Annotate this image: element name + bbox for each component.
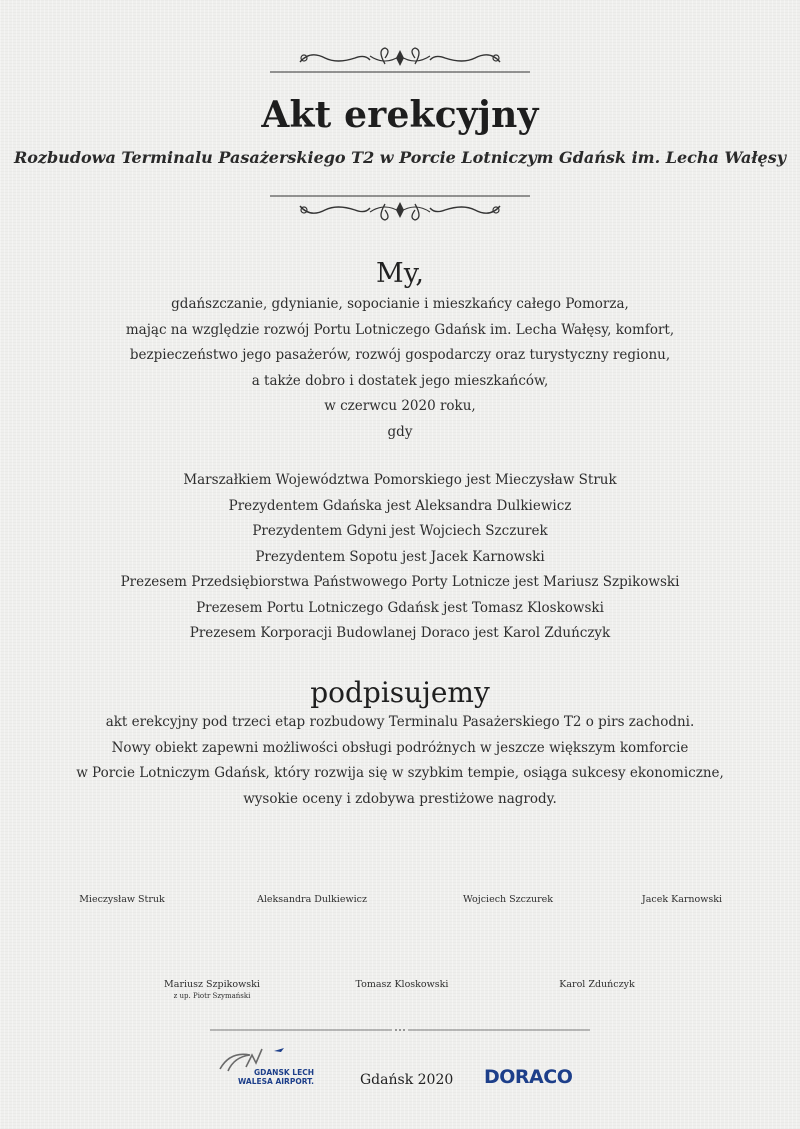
official-line: Marszałkiem Województwa Pomorskiego jest Mieczysław Struk [183, 472, 617, 488]
official-line: Prezesem Przedsiębiorstwa Państwowego Porty Lotnicze jest Mariusz Szpikowski [120, 574, 680, 590]
intro-line: w czerwcu 2020 roku, [324, 398, 476, 414]
signature-name: Wojciech Szczurek [462, 894, 554, 905]
signature-name: Mieczysław Struk [79, 894, 165, 905]
airport-logo-line2: WALESA AIRPORT. [238, 1077, 314, 1086]
officials-list [0, 468, 800, 647]
bottom-ornament [270, 190, 530, 224]
official-line: Prezesem Korporacji Budowlanej Doraco jest Karol Zduńczyk [189, 625, 611, 641]
closing-line: akt erekcyjny pod trzeci etap rozbudowy Terminalu Pasażerskiego T2 o pirs zachodni. [105, 714, 695, 730]
document-subtitle: Rozbudowa Terminalu Pasażerskiego T2 w Porcie Lotniczym Gdańsk im. Lecha Wałęsy [13, 148, 787, 167]
official-line: Prezydentem Gdyni jest Wojciech Szczurek [252, 523, 548, 539]
closing-line: wysokie oceny i zdobywa prestiżowe nagrody. [243, 790, 557, 807]
document-title: Akt erekcyjny [261, 94, 539, 136]
signature-name: Aleksandra Dulkiewicz [257, 894, 367, 905]
closing-line: Nowy obiekt zapewni możliwości obsługi podróżnych w jeszcze większym komforcie [111, 739, 689, 756]
official-line: Prezydentem Gdańska jest Aleksandra Dulkiewicz [228, 497, 572, 514]
official-line: Prezydentem Sopotu jest Jacek Karnowski [255, 548, 545, 565]
footer-divider [210, 1027, 590, 1033]
intro-line: bezpieczeństwo jego pasażerów, rozwój gospodarczy oraz turystyczny regionu, [129, 347, 671, 363]
intro-paragraph [0, 292, 800, 445]
signature-name: Mariusz Szpikowski [164, 979, 260, 990]
airport-logo-line1: GDANSK LECH [254, 1068, 314, 1077]
closing-line: w Porcie Lotniczym Gdańsk, który rozwija się w szybkim tempie, osiąga sukcesy ekonomiczne, [76, 765, 724, 781]
signature-block [152, 979, 272, 1000]
signature-name: Tomasz Kloskowski [355, 979, 449, 990]
signature-name: Karol Zduńczyk [559, 979, 635, 990]
place-date: Gdańsk 2020 [360, 1072, 454, 1088]
intro-line: gdańszczanie, gdynianie, sopocianie i mieszkańcy całego Pomorza, [171, 296, 629, 312]
opening-word: My, [376, 258, 424, 289]
airport-logo [216, 1043, 326, 1091]
signature-name: Jacek Karnowski [641, 894, 723, 905]
doraco-logo: DORACO [484, 1066, 573, 1088]
top-ornament [270, 44, 530, 78]
intro-line: gdy [387, 423, 413, 440]
intro-line: mając na względzie rozwój Portu Lotniczego Gdańsk im. Lecha Wałęsy, komfort, [125, 321, 675, 338]
intro-line: a także dobro i dostatek jego mieszkańców, [251, 372, 549, 389]
sign-word: podpisujemy [310, 676, 490, 709]
closing-paragraph [0, 710, 800, 812]
signature-note: z up. Piotr Szymański [173, 992, 251, 1000]
official-line: Prezesem Portu Lotniczego Gdańsk jest Tomasz Kloskowski [196, 599, 604, 616]
